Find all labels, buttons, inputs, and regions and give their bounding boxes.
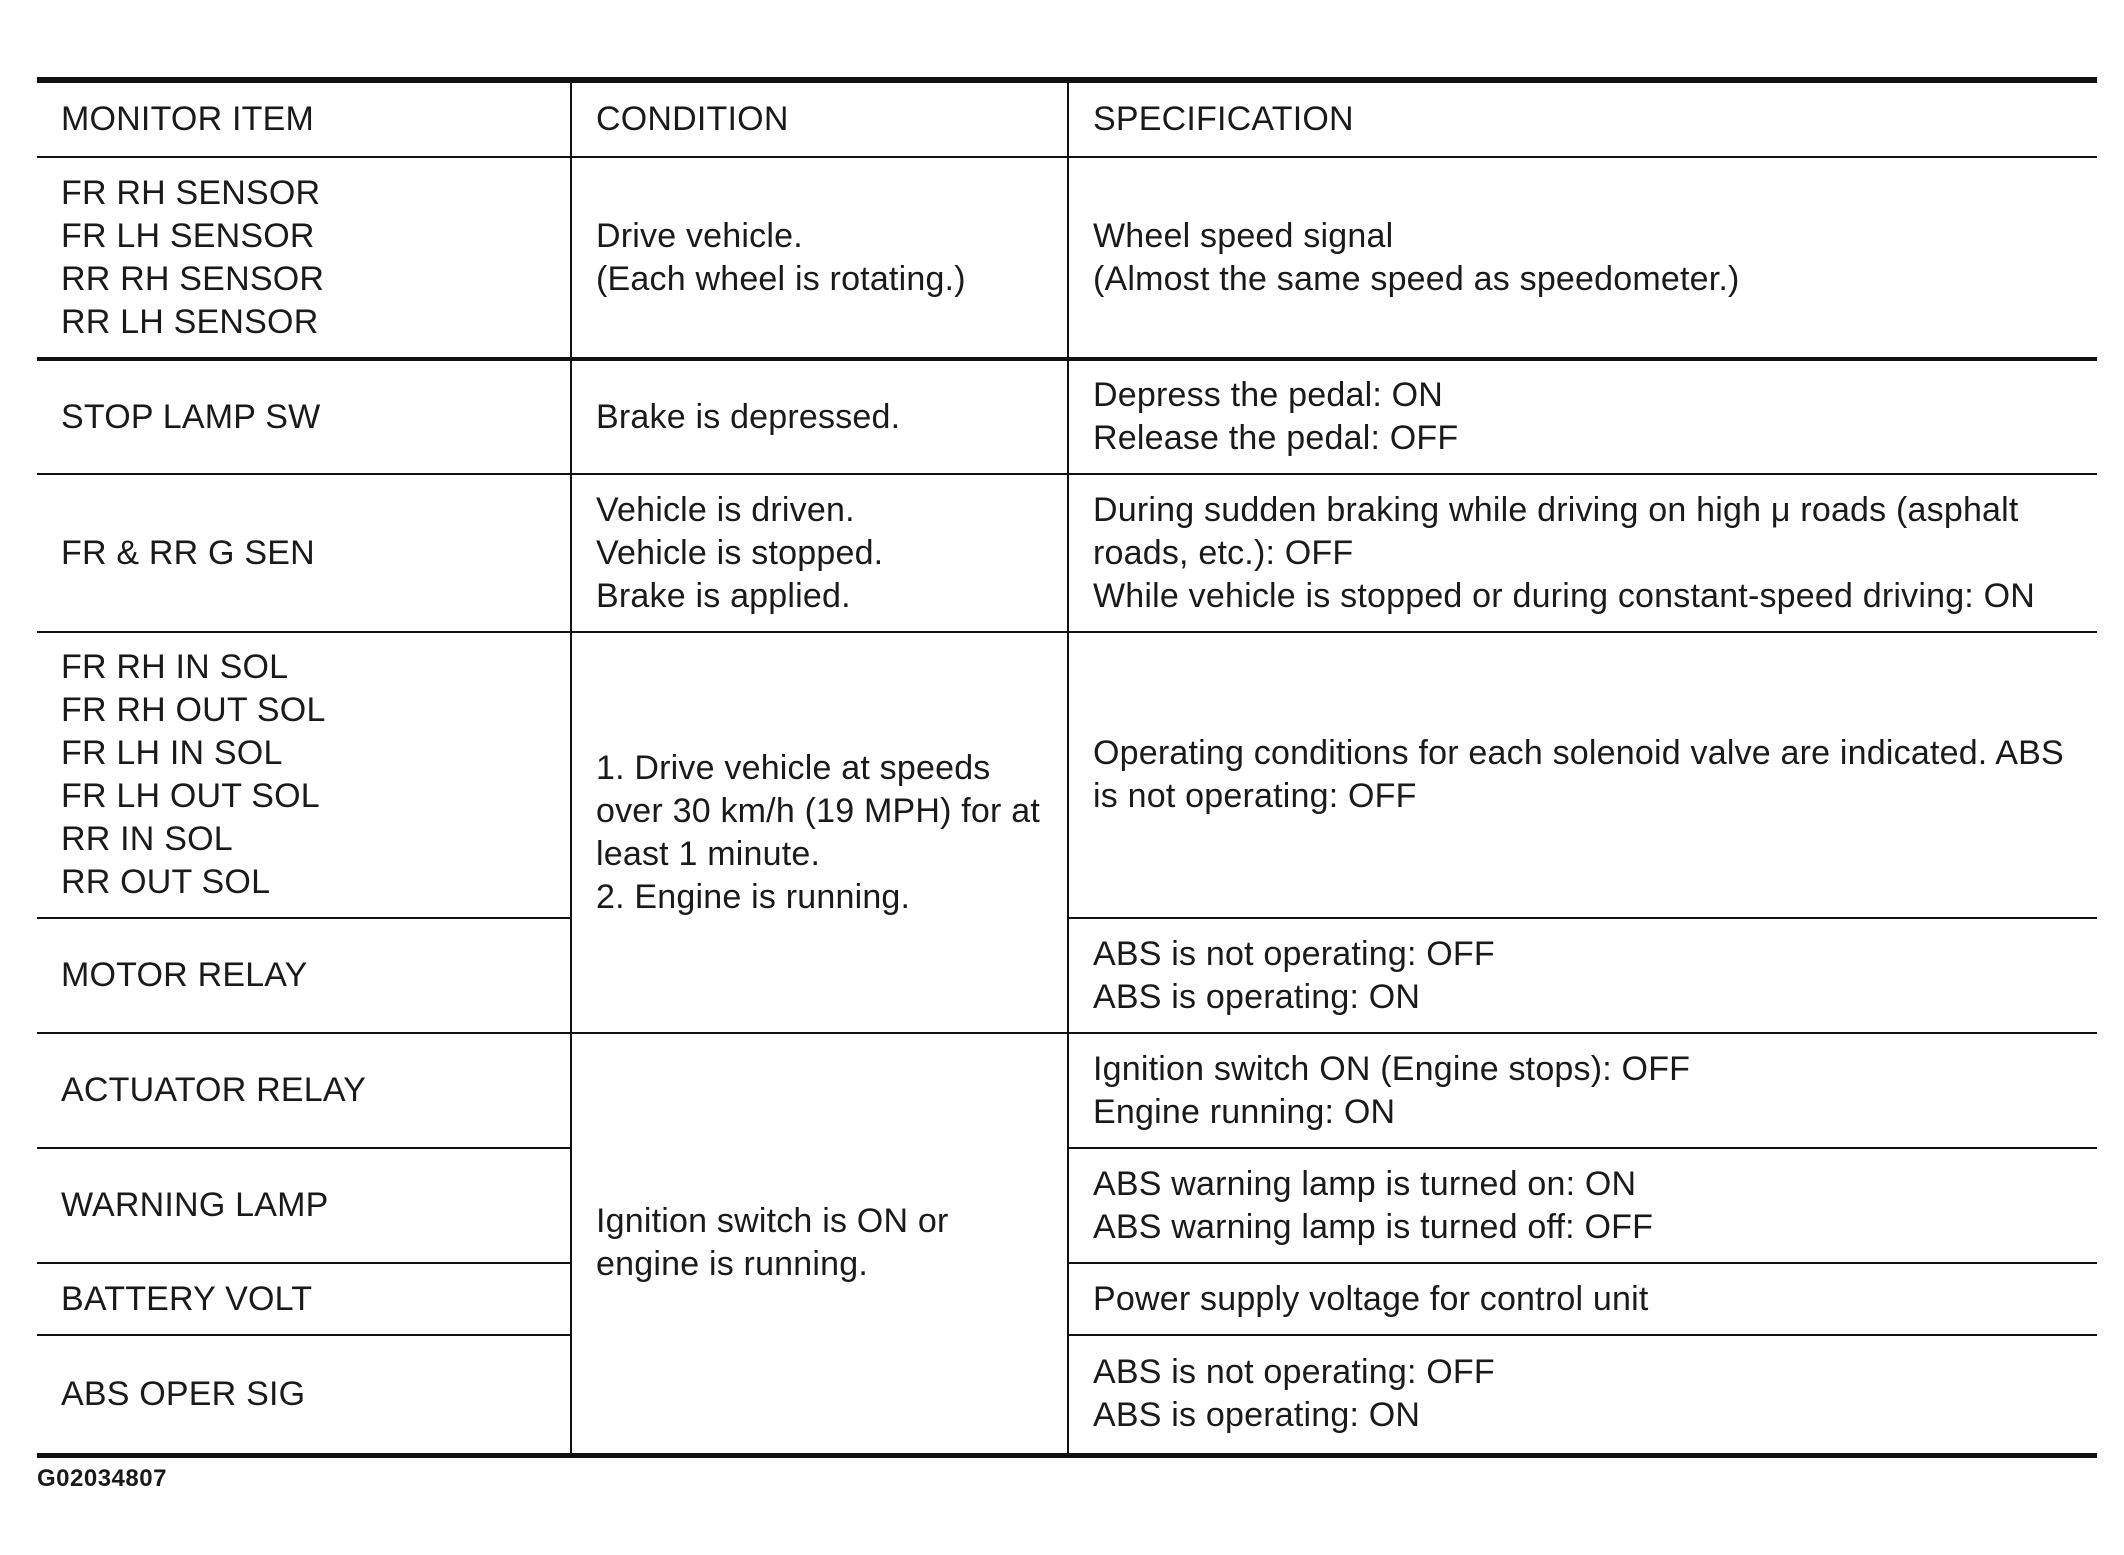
monitor-item-cell: FR RH IN SOL FR RH OUT SOL FR LH IN SOL FR LH OUT SOL RR IN SOL RR OUT SOL <box>37 632 571 918</box>
table-row <box>37 474 2097 632</box>
specification-cell: Operating conditions for each solenoid valve are indicated. ABS is not operating: OFF <box>1093 734 2064 815</box>
specification-cell: Wheel speed signal (Almost the same speed as speedometer.) <box>1093 216 1740 298</box>
table-header-row <box>37 80 2097 157</box>
header-monitor-item: MONITOR ITEM <box>37 80 571 157</box>
monitor-item-cell: ACTUATOR RELAY <box>37 1033 571 1148</box>
table-row <box>37 632 2097 918</box>
specification-cell: Power supply voltage for control unit <box>1093 1279 1649 1318</box>
table-row <box>37 1033 2097 1148</box>
monitor-item-cell: MOTOR RELAY <box>37 918 571 1033</box>
table-row <box>37 157 2097 359</box>
monitor-item-cell: BATTERY VOLT <box>37 1263 571 1335</box>
monitor-item-cell: ABS OPER SIG <box>37 1335 571 1455</box>
specification-cell: ABS warning lamp is turned on: ON ABS warning lamp is turned off: OFF <box>1093 1164 1654 1246</box>
header-specification: SPECIFICATION <box>1093 100 1354 138</box>
monitor-item-cell: FR & RR G SEN <box>37 474 571 632</box>
condition-cell: Vehicle is driven. Vehicle is stopped. Brake is applied. <box>571 474 1068 632</box>
table-row <box>37 359 2097 474</box>
monitor-item-cell: STOP LAMP SW <box>37 359 571 474</box>
monitor-item-cell: FR RH SENSOR FR LH SENSOR RR RH SENSOR RR LH SENSOR <box>37 157 571 359</box>
monitor-item-table <box>37 77 2097 1458</box>
specification-cell: Ignition switch ON (Engine stops): OFF Engine running: ON <box>1093 1049 1691 1131</box>
figure-id: G02034807 <box>37 1465 167 1492</box>
header-condition: CONDITION <box>571 80 1068 157</box>
monitor-item-cell: WARNING LAMP <box>37 1148 571 1263</box>
specification-cell: ABS is not operating: OFF ABS is operating: ON <box>1093 1353 1495 1435</box>
condition-cell: Drive vehicle. (Each wheel is rotating.) <box>571 157 1068 359</box>
condition-cell: Ignition switch is ON or engine is running. <box>571 1033 1068 1455</box>
condition-cell: Brake is depressed. <box>571 359 1068 474</box>
specification-cell: During sudden braking while driving on high μ roads (asphalt roads, etc.): OFF While vehicle is stopped or during constant-speed driving: ON <box>1093 490 2036 615</box>
specification-cell: Depress the pedal: ON Release the pedal: OFF <box>1093 376 1459 457</box>
specification-cell: ABS is not operating: OFF ABS is operating: ON <box>1093 934 1495 1016</box>
condition-cell: 1. Drive vehicle at speeds over 30 km/h (19 MPH) for at least 1 minute. 2. Engine is running. <box>571 632 1068 1033</box>
